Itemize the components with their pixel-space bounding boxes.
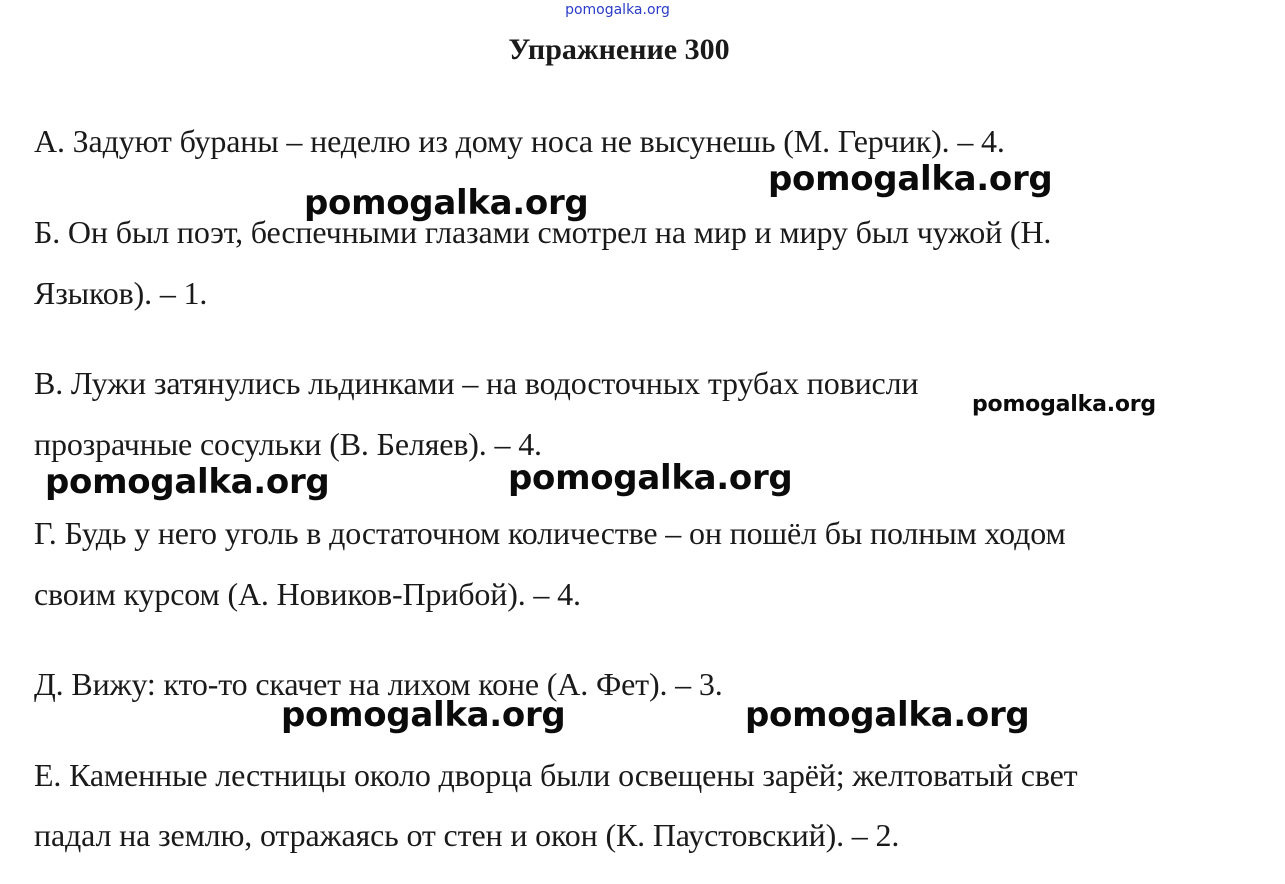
exercise-title: Упражнение 300: [508, 33, 730, 66]
sentence-e-line-2: падал на землю, отражаясь от стен и окон (К. Паустовский). – 2.: [34, 817, 900, 853]
sentence-a-line-1: А. Задуют бураны – неделю из дому носа не высунешь (М. Герчик). – 4.: [34, 123, 1005, 159]
sentence-b-line-2: Языков). – 1.: [34, 275, 208, 311]
sentence-g-line-2: своим курсом (А. Новиков-Прибой). – 4.: [34, 576, 581, 612]
sentence-g-line-1: Г. Будь у него уголь в достаточном количестве – он пошёл бы полным ходом: [34, 515, 1066, 551]
watermark: pomogalka.org: [281, 695, 566, 735]
sentence-d-line-1: Д. Вижу: кто-то скачет на лихом коне (А. Фет). – 3.: [34, 666, 723, 702]
watermark: pomogalka.org: [304, 183, 589, 223]
sentence-v-line-2: прозрачные сосульки (В. Беляев). – 4.: [34, 426, 542, 462]
site-header-link[interactable]: [0, 1, 1285, 19]
sentence-v-line-1: В. Лужи затянулись льдинками – на водосточных трубах повисли: [34, 365, 919, 401]
watermark: pomogalka.org: [45, 462, 330, 502]
sentence-e-line-1: Е. Каменные лестницы около дворца были освещены зарёй; желтоватый свет: [34, 757, 1078, 793]
watermark: pomogalka.org: [745, 695, 1030, 735]
watermark: pomogalka.org: [768, 159, 1053, 199]
sentence-b-line-1: Б. Он был поэт, беспечными глазами смотрел на мир и миру был чужой (Н.: [34, 214, 1052, 250]
site-name[interactable]: pomogalka.org: [565, 2, 670, 18]
watermark: pomogalka.org: [508, 458, 793, 498]
watermark: pomogalka.org: [972, 392, 1156, 417]
